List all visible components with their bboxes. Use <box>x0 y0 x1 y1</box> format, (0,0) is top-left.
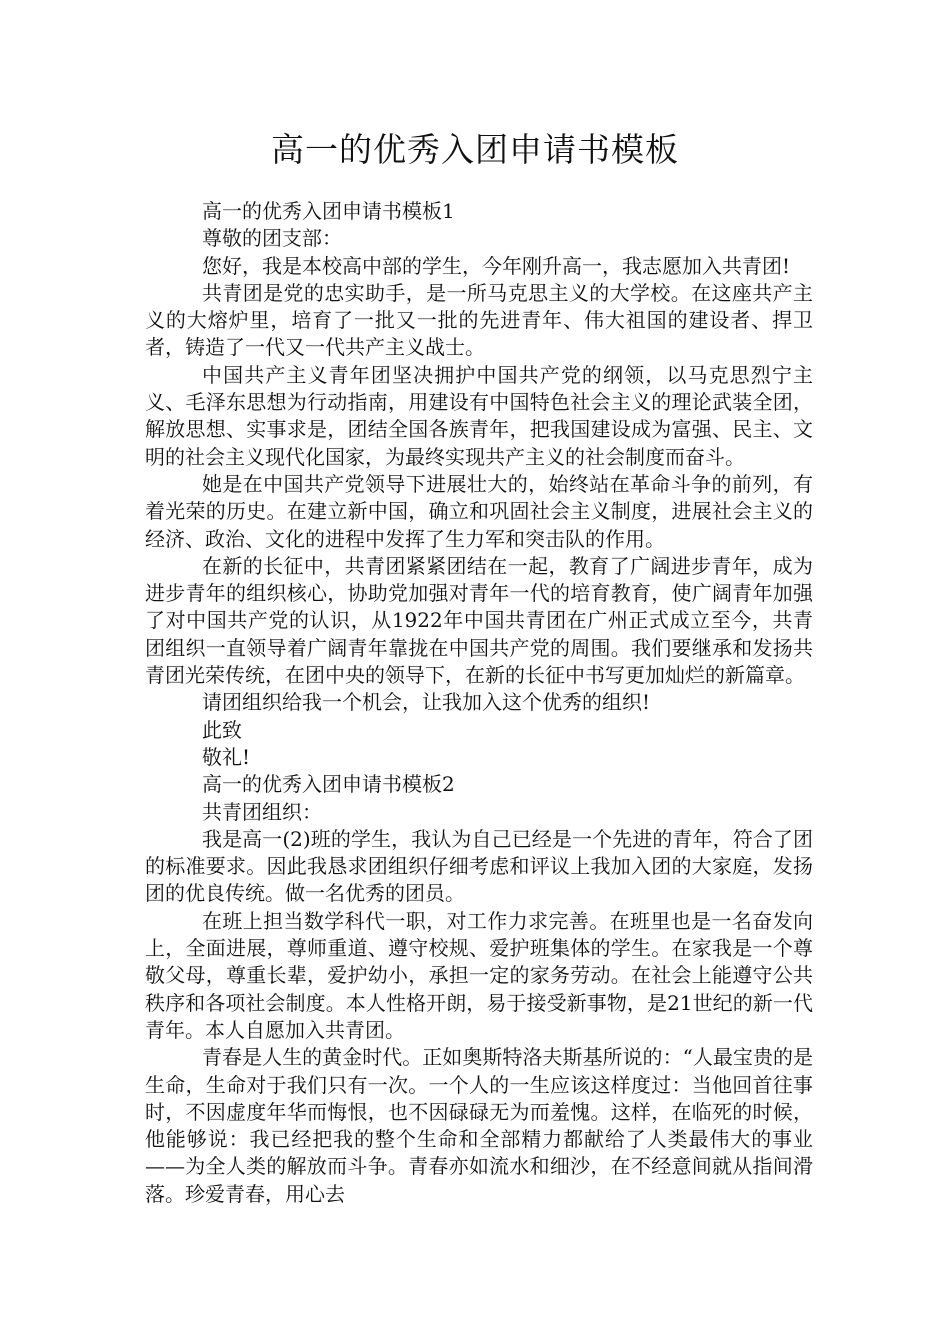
paragraph: 共青团是党的忠实助手，是一所马克思主义的大学校。在这座共产主义的大熔炉里，培育了一批又一批的先进青年、伟大祖国的建设者、捍卫者，铸造了一代又一代共产主义战士。 <box>145 280 813 360</box>
paragraph: 高一的优秀入团申请书模板1 <box>202 199 455 223</box>
paragraph: 中国共产主义青年团坚决拥护中国共产党的纲领，以马克思烈宁主义、毛泽东思想为行动指南，用建设有中国特色社会主义的理论武装全团，解放思想、实事求是，团结全国各族青年，把我国建设成为富强、民主、文明的社会主义现代化国家，为最终实现共产主义的社会制度而奋斗。 <box>145 362 813 469</box>
document-title: 高一的优秀入团申请书模板 <box>271 130 679 169</box>
paragraph: 尊敬的团支部： <box>202 226 342 251</box>
paragraph: 高一的优秀入团申请书模板2 <box>202 772 455 797</box>
document-body <box>145 198 813 1208</box>
paragraph: 敬礼! <box>202 744 251 769</box>
paragraph: 我是高一(2)班的学生，我认为自己已经是一个先进的青年，符合了团的标准要求。因此我恳求团组织仔细考虑和评议上我加入团的大家庭，发扬团的优良传统。做一名优秀的团员。 <box>145 826 813 906</box>
paragraph: 您好，我是本校高中部的学生，今年刚升高一，我志愿加入共青团! <box>202 253 791 278</box>
paragraph: 请团组织给我一个机会，让我加入这个优秀的组织! <box>202 690 651 715</box>
paragraph: 在新的长征中，共青团紧紧团结在一起，教育了广阔进步青年，成为进步青年的组织核心，协助党加强对青年一代的培育教育，使广阔青年加强了对中国共产党的认识，从1922年中国共青团在广州正式成立至今，共青团组织一直领导着广阔青年靠拢在中国共产党的周围。我们要继承和发扬共青团光荣传统，在团中央的领导下，在新的长征中书写更加灿烂的新篇章。 <box>145 553 813 688</box>
paragraph: 在班上担当数学科代一职，对工作力求完善。在班里也是一名奋发向上，全面进展，尊师重道、遵守校规、爱护班集体的学生。在家我是一个尊敬父母，尊重长辈，爱护幼小，承担一定的家务劳动。在社会上能遵守公共秩序和各项社会制度。本人性格开朗，易于接受新事物，是21世纪的新一代青年。本人自愿加入共青团。 <box>145 908 813 1042</box>
paragraph: 此致 <box>202 717 242 742</box>
paragraph: 青春是人生的黄金时代。正如奥斯特洛夫斯基所说的：“人最宝贵的是生命，生命对于我们只有一次。一个人的一生应该这样度过：当他回首往事时，不因虚度年华而悔恨，也不因碌碌无为而羞愧。这样，在临死的时候，他能够说：我已经把我的整个生命和全部精力都献给了人类最伟大的事业——为全人类的解放而斗争。青春亦如流水和细沙，在不经意间就从指间滑落。珍爱青春，用心去 <box>145 1045 813 1206</box>
paragraph: 她是在中国共产党领导下进展壮大的，始终站在革命斗争的前列，有着光荣的历史。在建立新中国，确立和巩固社会主义制度，进展社会主义的经济、政治、文化的进程中发挥了生力军和突击队的作用。 <box>145 471 813 551</box>
paragraph: 共青团组织： <box>202 799 322 824</box>
